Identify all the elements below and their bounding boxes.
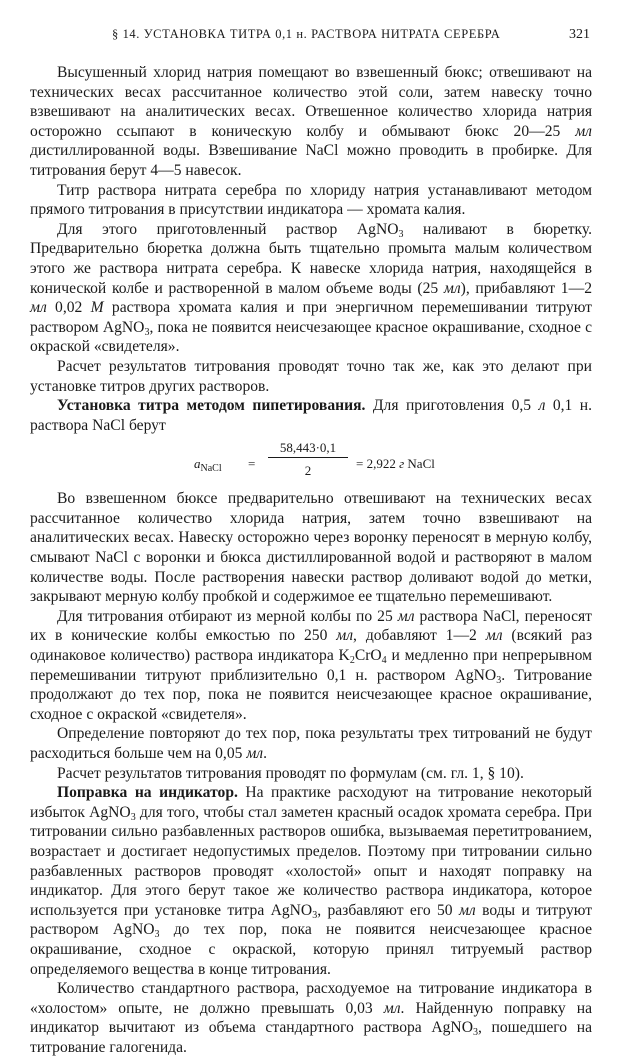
page-number: 321	[569, 27, 590, 42]
paragraph-4: Расчет результатов титрования проводят точно так же, как это делают при установке титров других растворов.	[30, 357, 592, 395]
paragraph-11: Количество стандартного раствора, расходуемое на титрование индикатора в «холостом» опыте, не должно превышать 0,03 мл. Найденную поправку на индикатор вычитают из объема стандартного раствора AgNO$_3$, пошедшего на титрование галогенида.	[30, 980, 592, 1056]
paragraph-10: Поправка на индикатор. На практике расходуют на титрование некоторый избыток AgNO$_3$ для того, чтобы стал заметен красный осадок хромата серебра. При титровании сильно разбавленных растворов ошибка, вызываемая перетитрованием, возрастает и достигает недопустимых пределов. Поэтому при титровании сильно разбавленных растворов проводят «холостой» опыт и находят поправку на индикатор. Для этого берут такое же количество раствора индикатора, которое используется при установке титра AgNO$_3$, разбавляют его 50 мл воды и титруют раствором AgNO$_3$ до тех пор, пока не появится неисчезающее красное окрашивание, сходное с окраской, которую принял титруемый раствор определяемого вещества в конце титрования.	[30, 784, 593, 978]
formula-denominator: 2	[304, 463, 312, 479]
formula-lhs: $a_{NaCl}$	[194, 456, 222, 475]
running-header-title: § 14. УСТАНОВКА ТИТРА 0,1 н. РАСТВОРА НИТРАТА СЕРЕБРА	[112, 27, 501, 41]
formula-result: = 2,922 г NaCl	[356, 456, 435, 472]
section-heading-indicator-correction: Поправка на индикатор.	[57, 784, 238, 802]
paragraph-5: Установка титра методом пипетирования. Для приготовления 0,5 л 0,1 н. раствора NaCl берут	[30, 397, 593, 434]
paragraph-6: Во взвешенном бюксе предварительно отвешивают на технических весах рассчитанное количество хлорида натрия, затем точно взвешивают на аналитических весах. Навеску осторожно через воронку переносят в мерную колбу, смывают NaCl с воронки и бюкса дистиллированной водой и растворяют в малом количестве воды. После растворения навески раствор доливают водой до метки, закрывают мерную колбу пробкой и содержимое ее тщательно перемешивают.	[30, 490, 592, 606]
paragraph-2: Титр раствора нитрата серебра по хлориду натрия устанавливают методом прямого титрования в присутствии индикатора — хромата калия.	[30, 181, 592, 219]
paragraph-3: Для этого приготовленный раствор AgNO$_3$ наливают в бюретку. Предварительно бюретка должна быть тщательно промыта малым количеством этого же раствора нитрата серебра. К навеске хлорида натрия, находящейся в конической колбе и растворенной в малом объеме воды (25 мл), прибавляют 1—2 мл 0,02 M раствора хромата калия и при энергичном перемешивании титруют раствором AgNO$_3$, пока не появится неисчезающее красное окрашивание, сходное с окраской «свидетеля».	[30, 220, 592, 356]
formula-numerator: 58,443·0,1	[279, 440, 337, 456]
formula-nacl-mass	[30, 435, 592, 489]
paragraph-7: Для титрования отбирают из мерной колбы по 25 мл раствора NaCl, переносят их в конические колбы емкостью по 250 мл, добавляют 1—2 мл (всякий раз одинаковое количество) раствора индикатора $K_2CrO_4$ и медленно при непрерывном перемешивании титруют приблизительно 0,1 н. раствором AgNO$_3$. Титрование продолжают до тех пор, пока не появится неисчезающее красное окрашивание, сходное с окраской «свидетеля».	[30, 607, 592, 723]
paragraph-1: Высушенный хлорид натрия помещают во взвешенный бюкс; отвешивают на технических весах рассчитанное количество этой соли, затем навеску точно взвешивают на аналитических весах. Отвешенное количество хлорида натрия осторожно ссыпают в коническую колбу и обмывают бюкс 20—25 мл дистиллированной воды. Взвешивание NaCl можно проводить в пробирке. Для титрования берут 4—5 навесок.	[30, 64, 592, 179]
formula-equals: =	[248, 456, 256, 472]
fraction-bar	[268, 457, 348, 458]
paragraph-8: Определение повторяют до тех пор, пока результаты трех титрований не будут расходиться больше чем на 0,05 мл.	[30, 725, 592, 762]
running-header	[112, 27, 590, 45]
body-text	[30, 63, 592, 1058]
section-heading-pipetting: Установка титра методом пипетирования.	[57, 397, 366, 415]
paragraph-9: Расчет результатов титрования проводят по формулам (см. гл. 1, § 10).	[57, 764, 524, 782]
